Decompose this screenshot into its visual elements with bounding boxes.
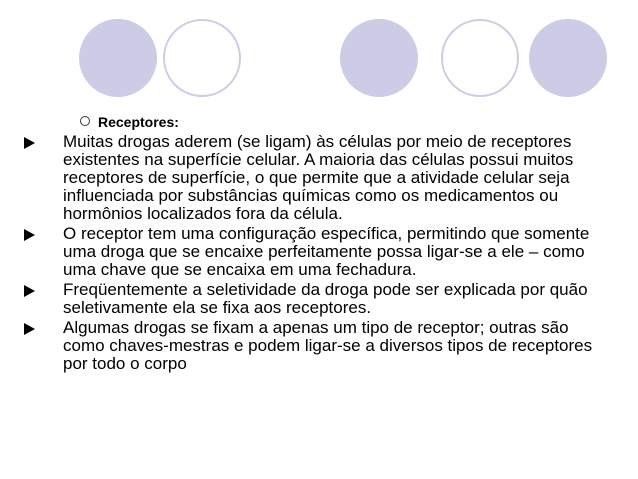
bullet-text: Freqüentemente a seletividade da droga pode ser explicada por quão seletivamente ela se fixa aos receptores. — [63, 280, 588, 317]
triangle-bullet-icon — [24, 137, 35, 149]
bullet-item — [13, 133, 613, 223]
triangle-bullet-icon — [24, 285, 35, 297]
decorative-circle-1 — [79, 19, 157, 97]
bullet-text: O receptor tem uma configuração específica, permitindo que somente uma droga que se encaixe perfeitamente possa ligar-se a ele – como uma chave que se encaixa em uma fechadura. — [63, 224, 590, 279]
triangle-bullet-icon — [24, 323, 35, 335]
bullet-list — [13, 133, 613, 375]
subheading-text: Receptores: — [98, 114, 179, 130]
decorative-circle-4 — [441, 19, 519, 97]
decorative-circle-3 — [340, 19, 418, 97]
bullet-text: Algumas drogas se fixam a apenas um tipo de receptor; outras são como chaves-mestras e podem ligar-se a diversos tipos de receptores por todo o corpo — [63, 318, 593, 373]
decorative-circle-5 — [529, 19, 607, 97]
bullet-text: Muitas drogas aderem (se ligam) às células por meio de receptores existentes na superfície celular. A maioria das células possui muitos receptores de superfície, o que permite que a atividade celular seja influenciada por substâncias químicas como os medicamentos ou hormônios localizados fora da célula. — [63, 132, 574, 223]
bullet-item — [13, 281, 613, 317]
bullet-item — [13, 225, 613, 279]
triangle-bullet-icon — [24, 229, 35, 241]
slide-subheading — [80, 113, 179, 131]
bullet-item — [13, 319, 613, 373]
circle-bullet-icon — [80, 116, 90, 126]
decorative-circle-2 — [163, 19, 241, 97]
